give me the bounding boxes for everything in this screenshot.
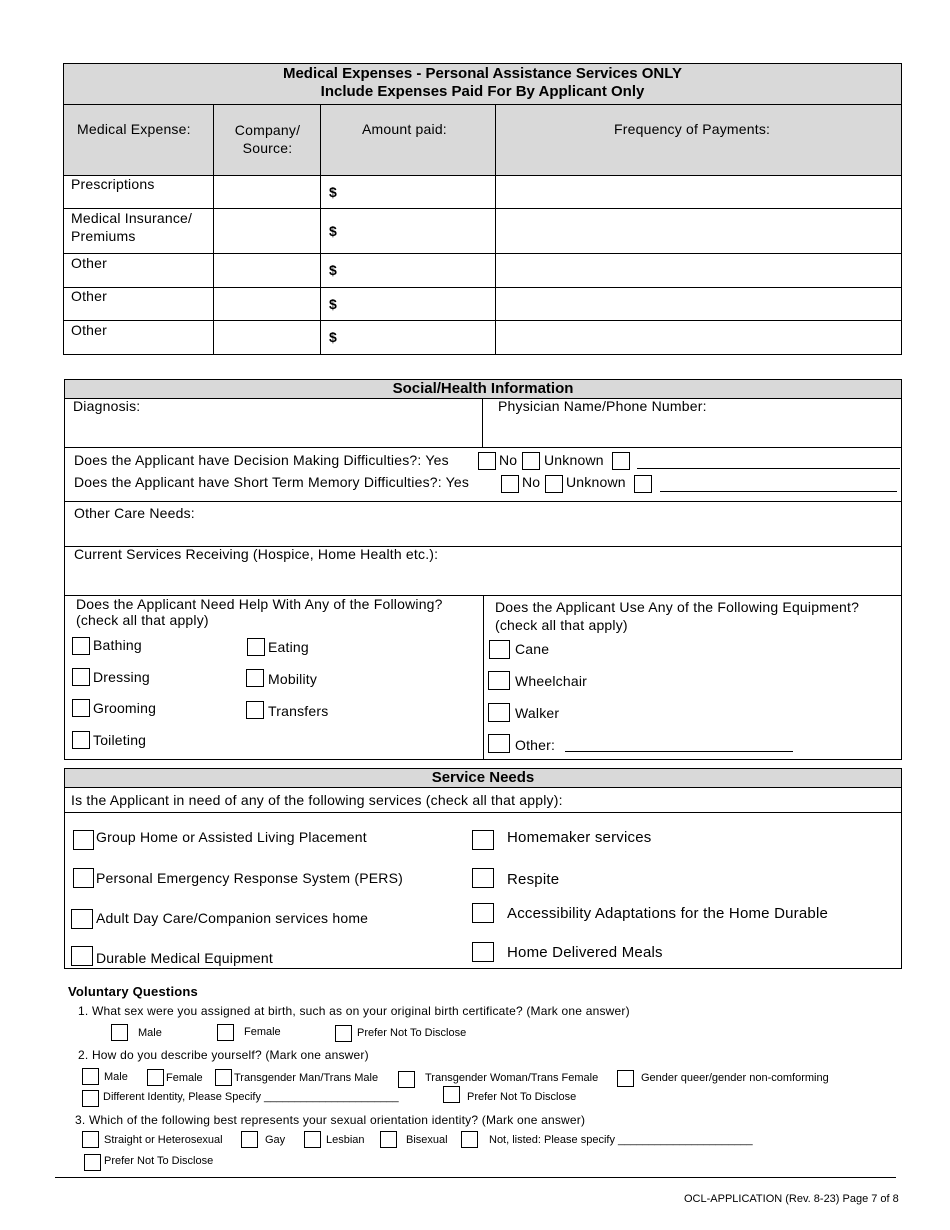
col-frequency: Frequency of Payments: [614, 121, 771, 137]
company-input[interactable] [214, 176, 320, 208]
dollar-sign: $ [329, 329, 337, 345]
medical-title-line2: Include Expenses Paid For By Applicant Only [320, 83, 645, 100]
decision-yes-checkbox[interactable] [478, 452, 496, 470]
adult-day-care-checkbox[interactable] [71, 909, 93, 929]
memory-no-checkbox[interactable] [545, 475, 563, 493]
decision-no-checkbox[interactable] [522, 452, 540, 470]
unknown-label: Unknown [544, 452, 604, 468]
other-care-label: Other Care Needs: [74, 505, 195, 521]
q3-bisexual-label: Bisexual [406, 1134, 448, 1146]
q3-straight-label: Straight or Heterosexual [104, 1134, 223, 1146]
group-home-label: Group Home or Assisted Living Placement [96, 829, 367, 845]
q2-genderqueer-checkbox[interactable] [617, 1070, 634, 1087]
pers-checkbox[interactable] [73, 868, 94, 888]
memory-unknown-checkbox[interactable] [634, 475, 652, 493]
equipment-question: Does the Applicant Use Any of the Following Equipment? (check all that apply) [495, 599, 860, 633]
q1-male-checkbox[interactable] [111, 1024, 128, 1041]
q3-not-listed-checkbox[interactable] [461, 1131, 478, 1148]
row-insurance: Medical Insurance/ Premiums [71, 210, 193, 244]
q3-straight-checkbox[interactable] [82, 1131, 99, 1148]
q3-gay-label: Gay [265, 1134, 286, 1146]
accessibility-checkbox[interactable] [472, 903, 494, 923]
q3-text: 3. Which of the following best represents your sexual orientation identity? (Mark one answer) [75, 1113, 586, 1127]
bathing-label: Bathing [93, 637, 142, 653]
wheelchair-label: Wheelchair [515, 673, 588, 689]
col-medical-expense: Medical Expense: [77, 121, 191, 137]
homemaker-label: Homemaker services [507, 829, 652, 846]
q1-text: 1. What sex were you assigned at birth, such as on your original birth certificate? (Mark one answer) [78, 1004, 630, 1018]
respite-label: Respite [507, 871, 560, 888]
accessibility-label: Accessibility Adaptations for the Home Durable [507, 905, 829, 922]
q1-prefer-not-checkbox[interactable] [335, 1025, 352, 1042]
eating-label: Eating [268, 639, 309, 655]
footer-text: OCL-APPLICATION (Rev. 8-23) Page 7 of 8 [684, 1193, 899, 1205]
dressing-checkbox[interactable] [72, 668, 90, 686]
other-equipment-label: Other: [515, 737, 556, 753]
wheelchair-checkbox[interactable] [488, 671, 510, 690]
no-label: No [522, 474, 541, 490]
service-question: Is the Applicant in need of any of the following services (check all that apply): [71, 792, 563, 808]
row-other-3: Other [71, 322, 108, 338]
q3-lesbian-label: Lesbian [326, 1134, 365, 1146]
row-prescriptions: Prescriptions [71, 176, 155, 192]
bathing-checkbox[interactable] [72, 637, 90, 655]
help-question: Does the Applicant Need Help With Any of the Following? (check all that apply) [76, 596, 443, 628]
col-amount-paid: Amount paid: [362, 121, 447, 137]
eating-checkbox[interactable] [247, 638, 265, 656]
row-other-1: Other [71, 255, 108, 271]
q3-prefer-not-label: Prefer Not To Disclose [104, 1155, 214, 1167]
dollar-sign: $ [329, 223, 337, 239]
q2-prefer-not-label: Prefer Not To Disclose [467, 1091, 577, 1103]
q3-bisexual-checkbox[interactable] [380, 1131, 397, 1148]
q2-trans-woman-label: Transgender Woman/Trans Female [425, 1072, 599, 1084]
decision-question: Does the Applicant have Decision Making Difficulties?: Yes [74, 452, 449, 468]
q2-different-checkbox[interactable] [82, 1090, 99, 1107]
group-home-checkbox[interactable] [73, 830, 94, 850]
q2-trans-man-label: Transgender Man/Trans Male [234, 1072, 379, 1084]
q2-prefer-not-checkbox[interactable] [443, 1086, 460, 1103]
other-equipment-checkbox[interactable] [488, 734, 510, 753]
mobility-checkbox[interactable] [246, 669, 264, 687]
toileting-label: Toileting [93, 732, 147, 748]
amount-input[interactable] [340, 176, 495, 208]
no-label: No [499, 452, 518, 468]
q2-different-label: Different Identity, Please Specify ______________________ [103, 1091, 399, 1103]
frequency-input[interactable] [496, 176, 901, 208]
diagnosis-label: Diagnosis: [73, 398, 141, 414]
q2-text: 2. How do you describe yourself? (Mark one answer) [78, 1048, 369, 1062]
q3-lesbian-checkbox[interactable] [304, 1131, 321, 1148]
memory-yes-checkbox[interactable] [501, 475, 519, 493]
social-title: Social/Health Information [392, 380, 574, 397]
transfers-checkbox[interactable] [246, 701, 264, 719]
dollar-sign: $ [329, 296, 337, 312]
q2-genderqueer-label: Gender queer/gender non-comforming [641, 1072, 829, 1084]
q3-prefer-not-checkbox[interactable] [84, 1154, 101, 1171]
physician-label: Physician Name/Phone Number: [498, 398, 707, 414]
pers-label: Personal Emergency Response System (PERS) [96, 870, 403, 886]
walker-checkbox[interactable] [488, 703, 510, 722]
service-title: Service Needs [431, 769, 535, 786]
q1-female-label: Female [244, 1026, 281, 1038]
q2-female-checkbox[interactable] [147, 1069, 164, 1086]
toileting-checkbox[interactable] [72, 731, 90, 749]
grooming-checkbox[interactable] [72, 699, 90, 717]
mobility-label: Mobility [268, 671, 318, 687]
voluntary-title: Voluntary Questions [68, 984, 198, 999]
respite-checkbox[interactable] [472, 868, 494, 888]
other-equipment-line[interactable] [565, 751, 793, 752]
dollar-sign: $ [329, 184, 337, 200]
grooming-label: Grooming [93, 700, 157, 716]
dme-label: Durable Medical Equipment [96, 950, 273, 966]
dme-checkbox[interactable] [71, 946, 93, 966]
q1-female-checkbox[interactable] [217, 1024, 234, 1041]
unknown-label: Unknown [566, 474, 626, 490]
adult-day-care-label: Adult Day Care/Companion services home [96, 910, 369, 926]
walker-label: Walker [515, 705, 560, 721]
q2-trans-woman-checkbox[interactable] [398, 1071, 415, 1088]
q1-prefer-not-label: Prefer Not To Disclose [357, 1027, 467, 1039]
meals-label: Home Delivered Meals [507, 944, 663, 961]
transfers-label: Transfers [268, 703, 329, 719]
footer-divider [55, 1177, 896, 1178]
medical-title-line1: Medical Expenses - Personal Assistance Services ONLY [282, 65, 683, 82]
decision-line[interactable] [637, 468, 900, 469]
cane-checkbox[interactable] [489, 640, 510, 659]
decision-unknown-checkbox[interactable] [612, 452, 630, 470]
q1-male-label: Male [138, 1027, 162, 1039]
row-other-2: Other [71, 288, 108, 304]
memory-line[interactable] [660, 491, 897, 492]
q3-not-listed-label: Not, listed: Please specify ______________________ [489, 1134, 753, 1146]
q2-male-label: Male [104, 1071, 128, 1083]
homemaker-checkbox[interactable] [472, 830, 494, 850]
q2-female-label: Female [166, 1072, 203, 1084]
cane-label: Cane [515, 641, 550, 657]
q2-male-checkbox[interactable] [82, 1068, 99, 1085]
memory-question: Does the Applicant have Short Term Memory Difficulties?: Yes [74, 474, 470, 490]
q2-trans-man-checkbox[interactable] [215, 1069, 232, 1086]
meals-checkbox[interactable] [472, 942, 494, 962]
col-company-source: Company/ Source: [234, 122, 301, 156]
dollar-sign: $ [329, 262, 337, 278]
q3-gay-checkbox[interactable] [241, 1131, 258, 1148]
dressing-label: Dressing [93, 669, 150, 685]
current-services-label: Current Services Receiving (Hospice, Home Health etc.): [74, 546, 439, 562]
